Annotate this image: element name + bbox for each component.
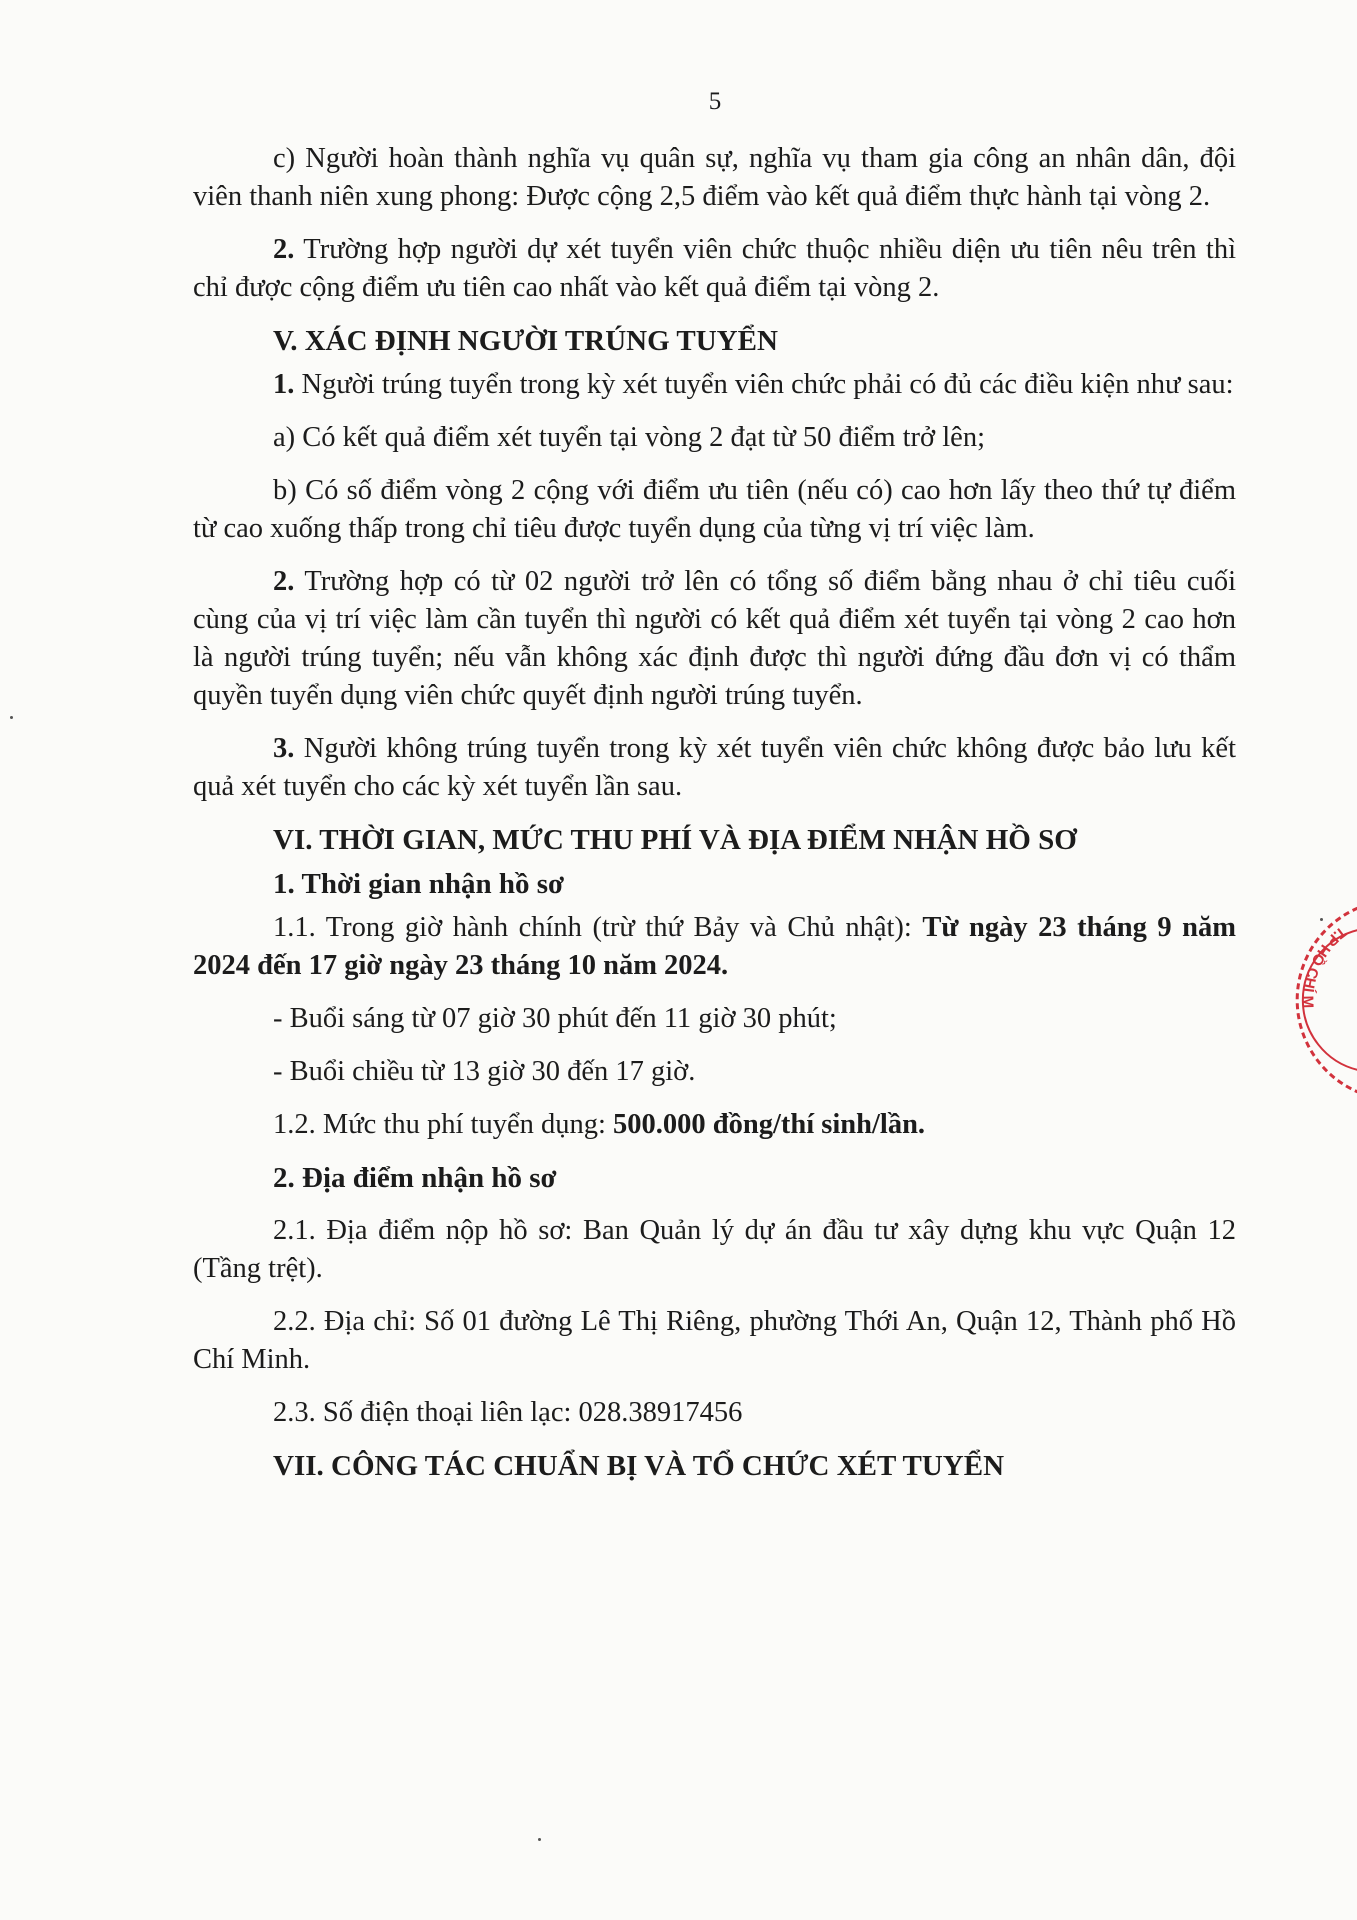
paragraph-vi-1-2 [193,1106,1236,1144]
paragraph-afternoon-hours: - Buổi chiều từ 13 giờ 30 đến 17 giờ. [273,1056,696,1087]
clause-text: 1.1. Trong giờ hành chính (trừ thứ Bảy và Chủ nhật): [273,912,923,943]
section-heading-vii: VII. CÔNG TÁC CHUẨN BỊ VÀ TỔ CHỨC XÉT TUYỂN [273,1450,1005,1482]
paragraph-v-1b: b) Có số điểm vòng 2 cộng với điểm ưu tiên (nếu có) cao hơn lấy theo thứ tự điểm từ cao xuống thấp trong chỉ tiêu được tuyển dụng của từng vị trí việc làm. [193,475,1236,544]
section-heading-vi: VI. THỜI GIAN, MỨC THU PHÍ VÀ ĐỊA ĐIỂM NHẬN HỒ SƠ [273,824,1077,856]
section-heading-v: V. XÁC ĐỊNH NGƯỜI TRÚNG TUYỂN [273,325,778,357]
clause-number: 1. [273,369,295,400]
date-range: Từ ngày 23 tháng 9 năm 2024 đến 17 giờ ngày 23 tháng 10 năm 2024. [193,912,1236,981]
clause-number: 2. [273,234,295,265]
stamp-text: T.P HỒ CHÍ M [1298,922,1350,1009]
subsection-title-receiving-time: 1. Thời gian nhận hồ sơ [273,868,565,900]
svg-text:T.P HỒ CHÍ M [1299,923,1350,1008]
clause-text: Trường hợp người dự xét tuyển viên chức thuộc nhiều diện ưu tiên nêu trên thì chỉ được cộng điểm ưu tiên cao nhất vào kết quả điểm tại vòng 2. [193,234,1236,303]
clause-text: Người trúng tuyển trong kỳ xét tuyển viên chức phải có đủ các điều kiện như sau: [294,369,1234,400]
paragraph-vi-2-2: 2.2. Địa chỉ: Số 01 đường Lê Thị Riêng, phường Thới An, Quận 12, Thành phố Hồ Chí Minh. [193,1306,1236,1375]
red-seal-stamp [1238,900,1357,1100]
paragraph-priority-c: c) Người hoàn thành nghĩa vụ quân sự, nghĩa vụ tham gia công an nhân dân, đội viên thanh niên xung phong: Được cộng 2,5 điểm vào kết quả điểm thực hành tại vòng 2. [193,143,1236,212]
paragraph-morning-hours: - Buổi sáng từ 07 giờ 30 phút đến 11 giờ 30 phút; [273,1003,837,1034]
clause-text: Người không trúng tuyển trong kỳ xét tuyển viên chức không được bảo lưu kết quả xét tuyển cho các kỳ xét tuyển lần sau. [193,733,1236,802]
scan-speck [10,716,13,719]
clause-number: 3. [273,733,295,764]
scan-speck [538,1838,541,1841]
paragraph-v-1 [193,366,1236,404]
paragraph-vi-2-3: 2.3. Số điện thoại liên lạc: 028.38917456 [273,1397,743,1428]
page-number: 5 [708,88,722,115]
clause-number: 2. [273,566,295,597]
fee-amount: 500.000 đồng/thí sinh/lần. [613,1109,926,1140]
subsection-title-receiving-place: 2. Địa điểm nhận hồ sơ [273,1162,557,1194]
paragraph-v-1a: a) Có kết quả điểm xét tuyển tại vòng 2 đạt từ 50 điểm trở lên; [273,422,985,453]
paragraph-v-3 [193,730,1236,806]
document-body [193,140,1236,1485]
clause-text: 1.2. Mức thu phí tuyển dụng: [273,1109,614,1140]
paragraph-vi-1-1 [193,909,1236,985]
clause-text: Trường hợp có từ 02 người trở lên có tổng số điểm bằng nhau ở chỉ tiêu cuối cùng của vị trí việc làm cần tuyển thì người có kết quả điểm xét tuyển tại vòng 2 cao hơn là người trúng tuyển; nếu vẫn không xác định được thì người đứng đầu đơn vị có thẩm quyền tuyển dụng viên chức quyết định người trúng tuyển. [193,566,1236,711]
paragraph-v-2 [193,563,1236,715]
paragraph-vi-2-1: 2.1. Địa điểm nộp hồ sơ: Ban Quản lý dự án đầu tư xây dựng khu vực Quận 12 (Tầng trệt). [193,1215,1236,1284]
paragraph-priority-2 [193,231,1236,307]
scan-speck [1320,918,1323,921]
